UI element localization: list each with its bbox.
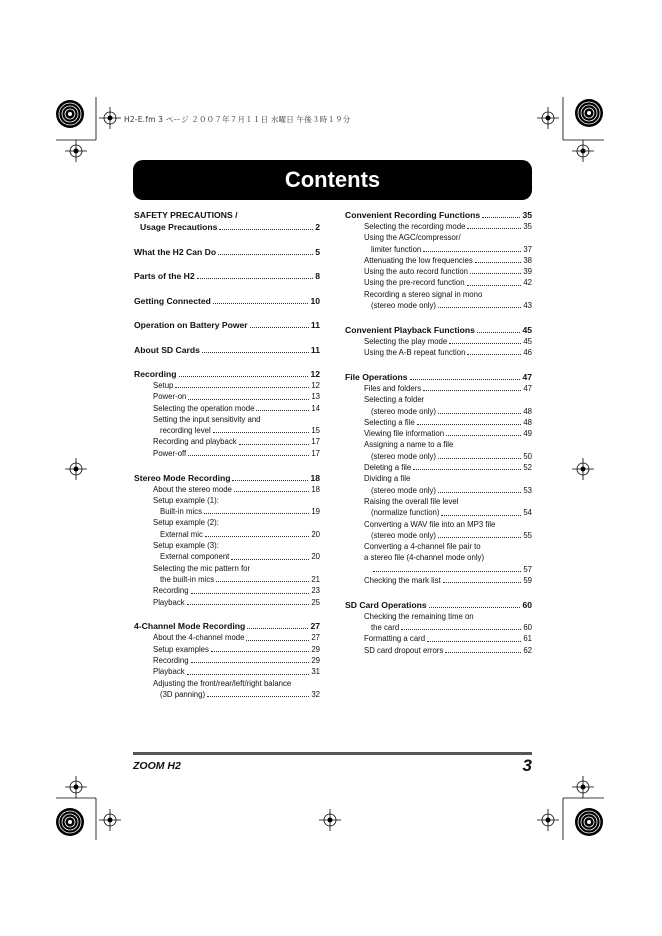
section-heading[interactable] (345, 599, 532, 611)
entry-text: File Operations (345, 371, 408, 382)
dot-leader (175, 387, 309, 388)
toc-entry[interactable] (134, 448, 320, 459)
dot-leader (482, 217, 520, 218)
toc-section (134, 209, 320, 233)
entry-text: Recording a stereo signal in mono (364, 289, 483, 299)
file-info: H2-E.fm 3 ページ ２００７年７月１１日 水曜日 午後３時１９分 (124, 115, 351, 124)
dot-leader (213, 303, 309, 304)
dot-leader (216, 581, 309, 582)
entry-text: Using the AGC/compressor/ (364, 233, 461, 243)
dot-leader (477, 332, 521, 333)
toc-entry[interactable] (345, 633, 532, 644)
entry-text: Formatting a card (364, 634, 426, 644)
toc-entry[interactable] (345, 266, 532, 277)
page-ref: 20 (311, 529, 320, 539)
toc-entry[interactable] (345, 575, 532, 586)
section-heading[interactable] (134, 209, 320, 233)
dot-leader (438, 307, 521, 308)
toc-entry[interactable] (134, 585, 320, 596)
toc-entry[interactable] (134, 597, 320, 608)
footer-brand: ZOOM H2 (133, 760, 181, 772)
entry-text: SD card dropout errors (364, 645, 444, 655)
page-ref: 17 (311, 437, 320, 447)
entry-text: External component (160, 552, 230, 562)
entry-text: Parts of the H2 (134, 271, 195, 281)
page-ref: 59 (523, 576, 532, 586)
dot-leader (187, 604, 310, 605)
page-ref: 15 (311, 426, 320, 436)
dot-leader (429, 607, 521, 608)
toc-section (134, 344, 320, 356)
entry-text: SAFETY PRECAUTIONS / (134, 210, 238, 220)
dot-leader (413, 469, 521, 470)
dot-leader (197, 278, 314, 279)
page-ref: 29 (311, 644, 320, 654)
page-ref: 17 (311, 448, 320, 458)
dot-leader (204, 513, 309, 514)
page-ref: 13 (311, 392, 320, 402)
entry-text: Convenient Playback Functions (345, 324, 475, 335)
page-ref: 54 (523, 508, 532, 518)
page-ref: 18 (310, 472, 320, 483)
page-ref: 45 (522, 324, 532, 335)
toc-entry[interactable] (345, 277, 532, 288)
page-number: 3 (522, 756, 532, 775)
page-ref: 37 (523, 244, 532, 254)
page-ref: 60 (522, 599, 532, 610)
dot-leader (211, 651, 309, 652)
page-ref: 32 (311, 689, 320, 699)
entry-text: Playback (153, 597, 185, 607)
toc-entry[interactable] (134, 563, 320, 586)
toc-section (134, 472, 320, 608)
section-heading[interactable] (345, 324, 532, 336)
toc-section (345, 599, 532, 656)
page-ref: 11 (310, 320, 320, 330)
entry-text: a stereo file (4-channel mode only) (364, 553, 485, 563)
section-heading[interactable] (134, 344, 320, 356)
toc-section (345, 371, 532, 586)
toc-entry[interactable] (345, 541, 532, 575)
entry-text: Selecting the play mode (364, 336, 448, 346)
footer-rule (133, 752, 532, 755)
dot-leader (449, 343, 521, 344)
page-ref: 29 (311, 655, 320, 665)
dot-leader (410, 379, 521, 380)
entry-text: Setup example (1): (153, 495, 219, 505)
section-heading[interactable] (345, 209, 532, 221)
dot-leader (191, 662, 310, 663)
section-heading[interactable] (345, 371, 532, 383)
dot-leader (467, 354, 521, 355)
dot-leader (207, 696, 309, 697)
entry-text: Selecting the recording mode (364, 222, 466, 231)
page-ref: 60 (523, 623, 532, 633)
section-heading[interactable] (134, 368, 320, 380)
dot-leader (179, 376, 309, 377)
page-ref: 43 (523, 301, 532, 311)
toc-entry[interactable] (134, 414, 320, 437)
dot-leader (373, 571, 521, 572)
section-heading[interactable] (134, 319, 320, 331)
entry-text: (normalize function) (371, 508, 440, 518)
entry-text: the card (371, 623, 400, 633)
page-ref: 46 (523, 348, 532, 358)
page-ref: 27 (311, 633, 320, 643)
entry-text: Converting a 4-channel file pair to (364, 542, 481, 552)
toc-entry[interactable] (345, 232, 532, 255)
page-ref: 39 (523, 267, 532, 277)
page-ref: 62 (523, 645, 532, 655)
page-ref: 2 (315, 222, 320, 232)
toc-entry[interactable] (134, 517, 320, 540)
entry-text: Setup example (2): (153, 518, 219, 528)
section-heading[interactable] (134, 620, 320, 632)
entry-text: Using the A-B repeat function (364, 348, 466, 358)
page-ref: 47 (523, 383, 532, 393)
entry-text: 4-Channel Mode Recording (134, 621, 246, 632)
dot-leader (188, 399, 309, 400)
section-heading[interactable] (134, 295, 320, 307)
entry-text: Power-off (153, 448, 187, 458)
toc-entry[interactable] (134, 495, 320, 518)
entry-text: Attenuating the low frequencies (364, 255, 473, 265)
entry-text: limiter function (371, 244, 422, 254)
entry-text: (3D panning) (160, 689, 206, 699)
toc-entry[interactable] (134, 666, 320, 677)
toc-section (134, 620, 320, 700)
toc-entry[interactable] (345, 473, 532, 496)
entry-text: External mic (160, 529, 203, 539)
page-ref: 47 (522, 371, 532, 382)
toc-entry[interactable] (345, 394, 532, 417)
dot-leader (250, 327, 309, 328)
page-ref: 27 (310, 621, 320, 632)
section-heading[interactable] (134, 472, 320, 484)
toc-entry[interactable] (345, 439, 532, 462)
toc-entry[interactable] (134, 484, 320, 495)
dot-leader (427, 641, 521, 642)
page-ref: 38 (523, 255, 532, 265)
page-ref: 12 (310, 369, 320, 379)
entry-text: Setup example (3): (153, 541, 219, 551)
dot-leader (205, 536, 309, 537)
entry-text: Selecting a folder (364, 395, 425, 405)
page-ref: 21 (311, 574, 320, 584)
entry-text: Recording (153, 655, 189, 665)
entry-text: Converting a WAV file into an MP3 file (364, 519, 496, 529)
entry-text: Usage Precautions (140, 222, 218, 232)
page-ref: 48 (523, 406, 532, 416)
page-ref: 45 (523, 336, 532, 346)
dot-leader (231, 559, 309, 560)
toc-entry[interactable] (134, 391, 320, 402)
dot-leader (191, 593, 310, 594)
entry-text: SD Card Operations (345, 599, 427, 610)
entry-text: (stereo mode only) (371, 406, 437, 416)
toc-entry[interactable] (345, 462, 532, 473)
dot-leader (187, 674, 310, 675)
dot-leader (246, 640, 309, 641)
toc-entry[interactable] (134, 540, 320, 563)
dot-leader (213, 432, 310, 433)
toc-entry[interactable] (345, 611, 532, 634)
toc-section (134, 270, 320, 282)
dot-leader (443, 582, 522, 583)
dot-leader (438, 537, 521, 538)
page-ref: 25 (311, 597, 320, 607)
page-ref: 31 (311, 667, 320, 677)
entry-text: the built-in mics (160, 574, 215, 584)
dot-leader (188, 455, 309, 456)
toc-section (345, 209, 532, 311)
entry-text: Convenient Recording Functions (345, 210, 481, 220)
page-ref: 35 (523, 222, 532, 231)
toc-entry[interactable] (345, 336, 532, 347)
toc-section (345, 324, 532, 359)
toc-entry[interactable] (345, 496, 532, 519)
page-ref: 48 (523, 417, 532, 427)
dot-leader (445, 652, 521, 653)
entry-text: Using the pre-record function (364, 278, 465, 288)
dot-leader (446, 435, 521, 436)
entry-text: (stereo mode only) (371, 485, 437, 495)
dot-leader (247, 628, 308, 629)
entry-text: Recording (134, 369, 177, 379)
toc-right-column (345, 206, 532, 669)
dot-leader (467, 228, 521, 229)
toc-entry[interactable] (134, 436, 320, 447)
entry-text: Selecting the mic pattern for (153, 563, 251, 573)
entry-text: Setup (153, 381, 174, 390)
entry-text: Selecting a file (364, 417, 415, 427)
page-ref: 10 (310, 295, 320, 306)
entry-text: Stereo Mode Recording (134, 472, 231, 483)
section-heading[interactable] (134, 270, 320, 282)
page-title: Contents (133, 160, 532, 200)
entry-text: Playback (153, 667, 185, 677)
page-ref: 52 (523, 463, 532, 473)
page-ref: 49 (523, 429, 532, 439)
toc-entry[interactable] (134, 403, 320, 414)
toc-entry[interactable] (345, 428, 532, 439)
entry-text: What the H2 Can Do (134, 246, 217, 257)
dot-leader (234, 491, 309, 492)
page-ref: 42 (523, 278, 532, 288)
toc-entry[interactable] (345, 383, 532, 394)
toc-entry[interactable] (134, 678, 320, 701)
toc-entry[interactable] (345, 645, 532, 656)
dot-leader (219, 229, 313, 230)
entry-text: Getting Connected (134, 295, 211, 306)
dot-leader (239, 444, 310, 445)
dot-leader (232, 480, 308, 481)
entry-text: Checking the mark list (364, 576, 441, 586)
entry-text: Built-in mics (160, 507, 203, 517)
entry-text: (stereo mode only) (371, 451, 437, 461)
page-ref: 14 (311, 403, 320, 413)
dot-leader (401, 629, 521, 630)
entry-text: recording level (160, 426, 211, 436)
page-ref: 11 (310, 344, 320, 355)
entry-text: Power-on (153, 392, 187, 402)
page-ref: 8 (315, 271, 320, 281)
dot-leader (202, 352, 309, 353)
entry-text: Adjusting the front/rear/left/right balance (153, 678, 292, 688)
entry-text: About the stereo mode (153, 484, 232, 494)
dot-leader (256, 410, 309, 411)
entry-text: (stereo mode only) (371, 530, 437, 540)
entry-text: About SD Cards (134, 344, 200, 355)
toc-entry[interactable] (134, 655, 320, 666)
entry-text: (stereo mode only) (371, 301, 437, 311)
entry-text: Selecting the operation mode (153, 403, 255, 413)
page-ref: 19 (311, 507, 320, 517)
page-ref: 50 (523, 451, 532, 461)
entry-text: Dividing a file (364, 474, 411, 484)
page-ref: 12 (311, 381, 320, 390)
dot-leader (470, 273, 521, 274)
entry-text: Files and folders (364, 383, 422, 393)
dot-leader (438, 413, 521, 414)
dot-leader (467, 285, 522, 286)
entry-text: Deleting a file (364, 463, 412, 473)
page-ref: 35 (522, 210, 532, 220)
dot-leader (475, 262, 522, 263)
toc-section (134, 295, 320, 307)
dot-leader (417, 424, 522, 425)
page-ref: 57 (523, 564, 532, 574)
page-ref: 5 (315, 246, 320, 257)
entry-text: Using the auto record function (364, 267, 469, 277)
dot-leader (441, 515, 521, 516)
toc-section (134, 319, 320, 331)
page-ref: 20 (311, 552, 320, 562)
dot-leader (423, 251, 521, 252)
toc-entry[interactable] (134, 644, 320, 655)
toc-section (134, 368, 320, 459)
toc-section (134, 246, 320, 258)
entry-text: Assigning a name to a file (364, 440, 454, 450)
section-heading[interactable] (134, 246, 320, 258)
page-ref: 55 (523, 530, 532, 540)
entry-text: About the 4-channel mode (153, 633, 245, 643)
entry-text: Setup examples (153, 644, 209, 654)
entry-text: Recording and playback (153, 437, 237, 447)
toc-entry[interactable] (345, 255, 532, 266)
dot-leader (423, 390, 521, 391)
entry-text: Viewing file information (364, 429, 445, 439)
entry-text: Setting the input sensitivity and (153, 414, 261, 424)
dot-leader (218, 254, 313, 255)
entry-text: Recording (153, 586, 189, 596)
toc-entry[interactable] (345, 347, 532, 358)
toc-left-column (134, 206, 320, 713)
dot-leader (438, 458, 521, 459)
toc-entry[interactable] (345, 289, 532, 312)
toc-entry[interactable] (134, 632, 320, 643)
dot-leader (438, 492, 521, 493)
page-ref: 23 (311, 586, 320, 596)
toc-entry[interactable] (134, 380, 320, 391)
toc-entry[interactable] (345, 417, 532, 428)
entry-text: Operation on Battery Power (134, 320, 248, 330)
entry-text: Raising the overall file level (364, 496, 459, 506)
page-ref: 61 (523, 634, 532, 644)
page-ref: 53 (523, 485, 532, 495)
toc-entry[interactable] (345, 519, 532, 542)
toc-entry[interactable] (345, 221, 532, 232)
page-ref: 18 (311, 484, 320, 494)
entry-text: Checking the remaining time on (364, 611, 474, 621)
